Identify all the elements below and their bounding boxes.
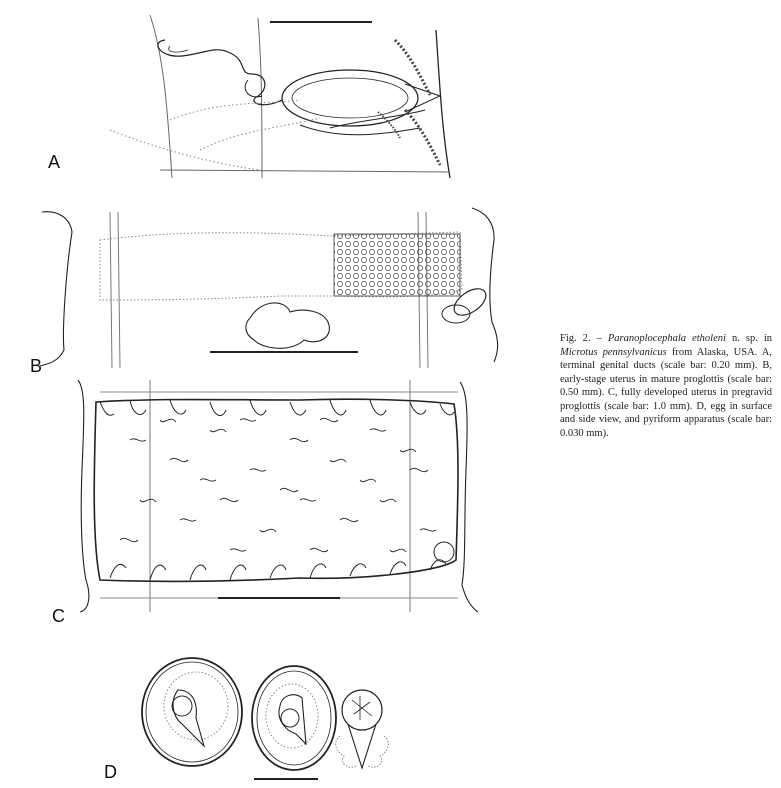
panel-b-drawing — [40, 208, 498, 368]
caption-fig-number: Fig. 2. — [560, 333, 591, 344]
panel-a-drawing — [110, 15, 450, 178]
caption-host: Microtus pennsylvanicus — [560, 346, 667, 358]
panel-label-b: B — [30, 356, 43, 376]
caption-dash: – — [596, 333, 602, 344]
caption-species-suffix: n. sp. in — [731, 333, 773, 344]
figure-caption — [560, 332, 772, 440]
caption-species: Paranoplocephala etholeni — [607, 333, 726, 344]
caption-part-a: A, terminal genital ducts (scale bar: 0.20 mm). — [560, 346, 773, 371]
caption-part-c: C, fully developed uterus in pregravid proglottis (scale bar: 1.0 mm). — [560, 387, 772, 412]
panel-label-a: A — [48, 152, 61, 172]
panel-label-d: D — [104, 762, 117, 782]
caption-part-b: B, early-stage uterus in mature proglottis (scale bar: 0.50 mm). — [560, 360, 772, 398]
caption-locality: from Alaska, USA. — [671, 346, 758, 358]
panel-c-drawing — [78, 380, 478, 612]
caption-part-d: D, egg in surface and side view, and pyriform apparatus (scale bar: 0.030 mm). — [560, 400, 772, 439]
panel-label-c: C — [52, 606, 65, 626]
panel-d-drawing — [142, 658, 388, 779]
